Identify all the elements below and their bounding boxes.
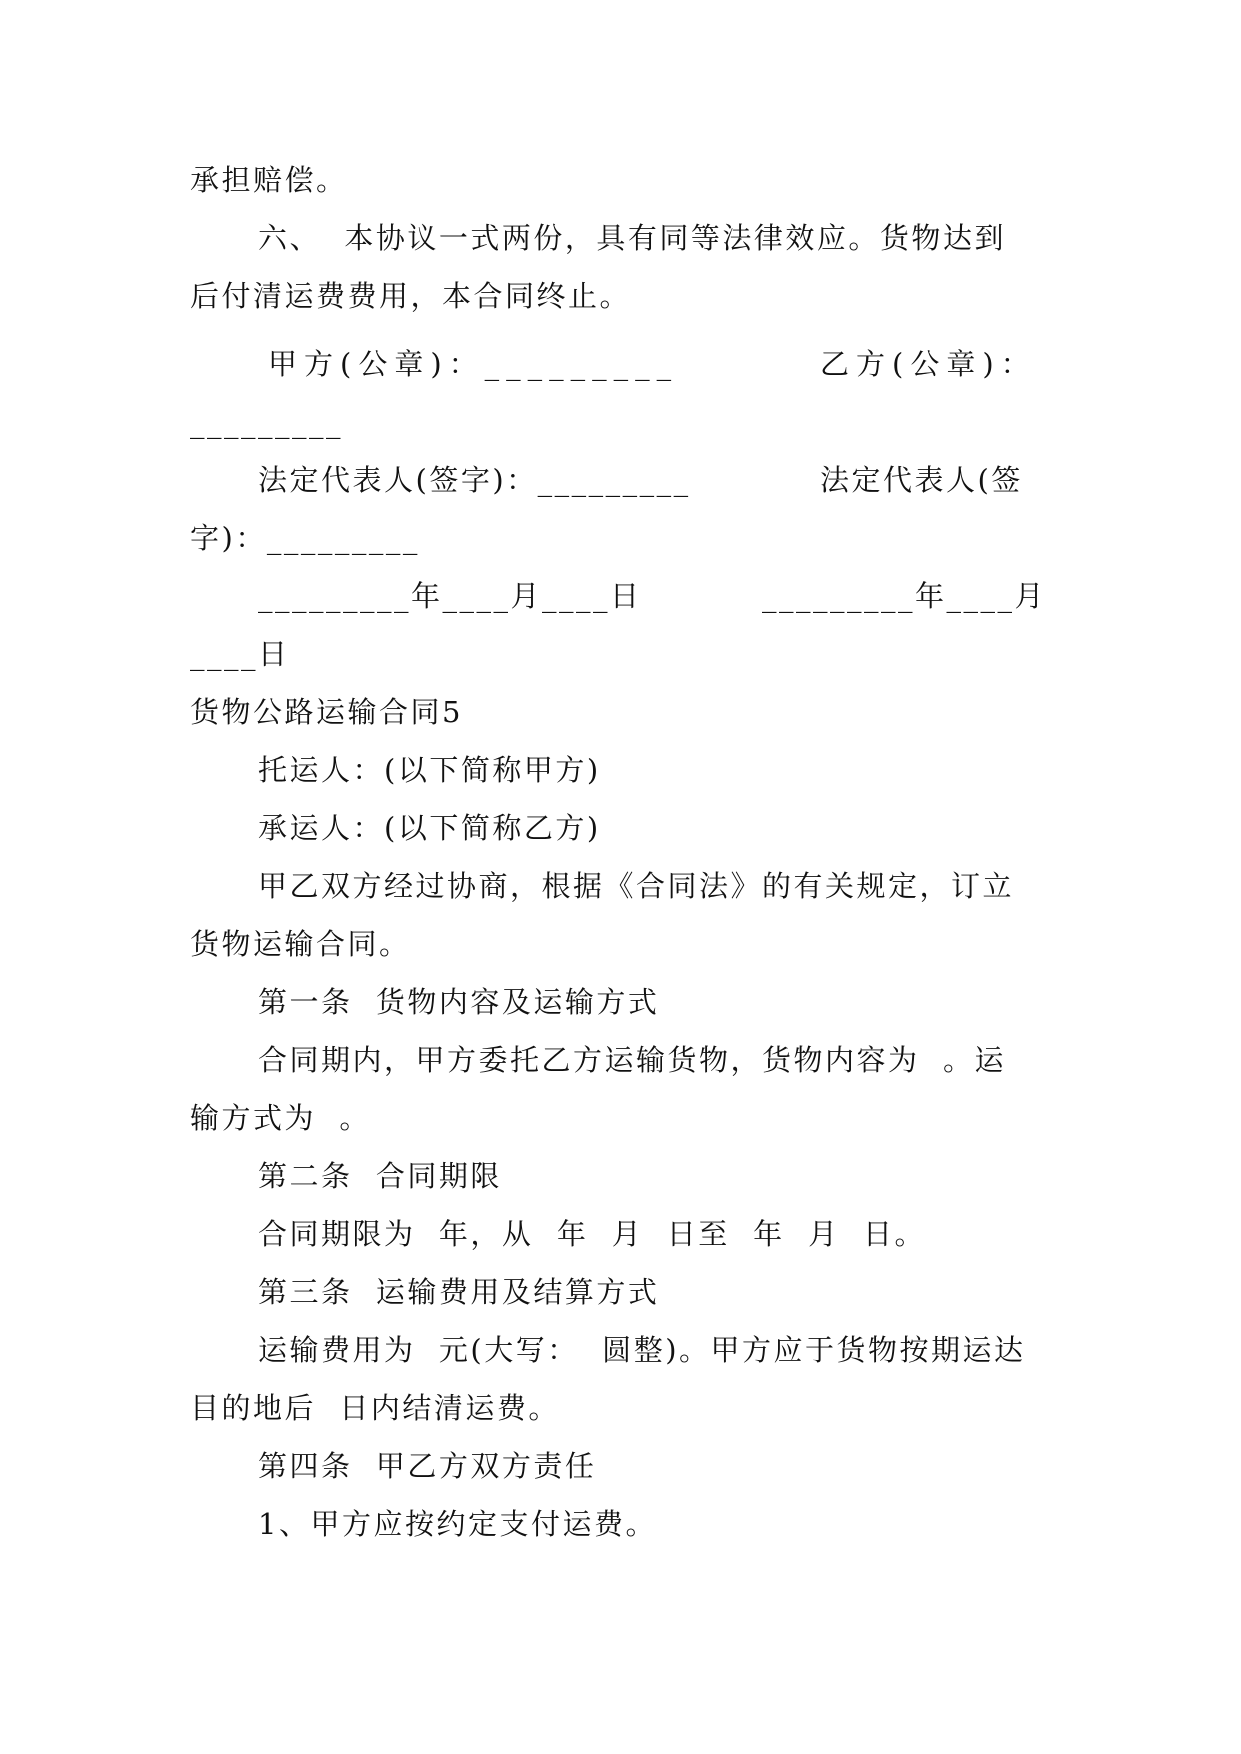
clause-six: 六、 本协议一式两份，具有同等法律效应。货物达到	[258, 221, 1006, 255]
article-text: 运输费用为 元(大写： 圆整)。甲方应于货物按期运达	[258, 1333, 1026, 1367]
party-b-representative-label: 法定代表人(签	[820, 463, 1023, 497]
preamble-line: 甲乙双方经过协商，根据《合同法》的有关规定，订立	[258, 869, 1015, 903]
article-text: 1、甲方应按约定支付运费。	[258, 1507, 657, 1541]
party-b-seal-blank: _________	[190, 405, 343, 439]
article-heading: 第一条 货物内容及运输方式	[258, 985, 660, 1019]
article-text: 输方式为 。	[190, 1101, 371, 1135]
text-line: 承担赔偿。	[190, 163, 348, 197]
article-heading: 第三条 运输费用及结算方式	[258, 1275, 660, 1309]
party-b-date-day: ____日	[190, 637, 290, 671]
article-text: 合同期内，甲方委托乙方运输货物，货物内容为 。运	[258, 1043, 1006, 1077]
party-b-representative-blank: 字)：_________	[190, 521, 420, 555]
article-heading: 第二条 合同期限	[258, 1159, 502, 1193]
party-b-date-field: _________年____月	[762, 579, 1047, 613]
article-text: 目的地后 日内结清运费。	[190, 1391, 560, 1425]
article-text: 合同期限为 年，从 年 月 日至 年 月 日。	[258, 1217, 927, 1251]
text-line: 后付清运费费用，本合同终止。	[190, 279, 632, 313]
shipper-line: 托运人：(以下简称甲方)	[258, 753, 601, 787]
party-a-representative-field: 法定代表人(签字)：_________	[258, 463, 691, 497]
party-b-seal-label: 乙方(公章)：	[820, 347, 1037, 381]
party-a-seal-field: 甲方(公章)：_________	[268, 347, 679, 381]
contract-title: 货物公路运输合同5	[190, 695, 463, 729]
article-heading: 第四条 甲乙方双方责任	[258, 1449, 597, 1483]
carrier-line: 承运人：(以下简称乙方)	[258, 811, 601, 845]
preamble-line: 货物运输合同。	[190, 927, 411, 961]
party-a-date-field: _________年____月____日	[258, 579, 642, 613]
